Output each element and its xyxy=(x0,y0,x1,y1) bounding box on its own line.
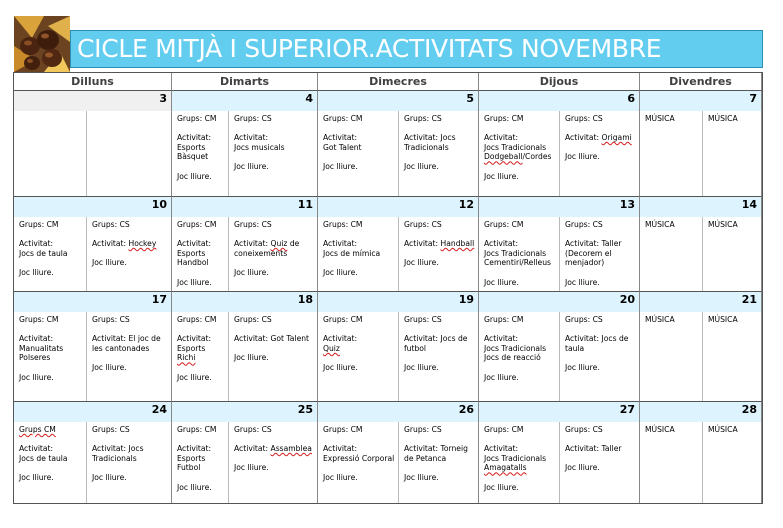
activity-cell-cm: MÚSICA xyxy=(640,312,703,401)
date-number: 6 xyxy=(479,90,640,111)
day-header-divendres: Divendres xyxy=(640,73,762,90)
activity-cell-cs: MÚSICA xyxy=(703,217,762,291)
activity-cell-cm: Grups: CM Activitat: Quiz Joc lliure. xyxy=(318,312,399,401)
activity-cell-cs: Grups: CS Activitat: Torneig de Petanca Joc lliure. xyxy=(399,422,479,503)
activity-cell-cm: Grups: CM Activitat: Jocs Tradicionals Cementiri/Relleus Joc lliure. xyxy=(479,217,560,291)
chestnuts-logo-icon xyxy=(14,16,70,72)
activity-cell-cs: Grups: CS Activitat: Origami Joc lliure. xyxy=(560,111,640,196)
date-number: 12 xyxy=(318,196,479,217)
spellcheck-flag: Handball xyxy=(440,239,475,249)
date-number: 19 xyxy=(318,291,479,312)
spellcheck-flag: Grups CM xyxy=(19,425,56,434)
activity-cell-cs: Grups: CS Activitat: Jocs de futbol Joc lliure. xyxy=(399,312,479,401)
day-header-dimecres: Dimecres xyxy=(318,73,479,90)
spellcheck-flag: Quiz xyxy=(270,239,288,249)
activity-cell-cm: MÚSICA xyxy=(640,422,703,503)
activity-cell-cs: Grups: CS Activitat: Handball Joc lliure. xyxy=(399,217,479,291)
monthly-calendar xyxy=(13,72,763,504)
activity-cell-cs: MÚSICA xyxy=(703,111,762,196)
activity-cell-cm: Grups CM Activitat: Jocs de taula Joc lliure. xyxy=(14,422,87,503)
date-number: 3 xyxy=(14,90,172,111)
date-number: 20 xyxy=(479,291,640,312)
activity-cell-cs: Grups: CS Activitat: Taller Joc lliure. xyxy=(560,422,640,503)
activity-cell-cm: Grups: CM Activitat: Jocs de mímica Joc lliure. xyxy=(318,217,399,291)
activity-cell-cm: Grups: CM Activitat: Esports Handbol Joc lliure. xyxy=(172,217,229,291)
date-number: 13 xyxy=(479,196,640,217)
activity-cell-cs: Grups: CS Activitat: Jocs Tradicionals Joc lliure. xyxy=(87,422,172,503)
activity-cell-cm: Grups: CM Activitat: Esports Futbol Joc lliure. xyxy=(172,422,229,503)
spellcheck-flag: Hockey xyxy=(128,239,157,249)
activity-cell-cs: Grups: CS Activitat: Quiz de coneixements Joc lliure. xyxy=(229,217,318,291)
spellcheck-flag: Assamblea xyxy=(270,444,312,454)
date-number: 21 xyxy=(640,291,762,312)
date-number: 11 xyxy=(172,196,318,217)
date-number: 27 xyxy=(479,401,640,422)
spellcheck-flag: Origami xyxy=(601,133,632,143)
page-title: CICLE MITJÀ I SUPERIOR.ACTIVITATS NOVEMBRE xyxy=(77,34,662,63)
activity-cell-cs: Grups: CS Activitat: Jocs de taula Joc lliure. xyxy=(560,312,640,401)
day-header-dilluns: Dilluns xyxy=(14,73,172,90)
activity-cell-cm: Grups: CM Activitat: Jocs Tradicionals Amagatalls Joc lliure. xyxy=(479,422,560,503)
activity-cell-cs: Grups: CS Activitat: Taller (Decorem el menjador) Joc lliure. xyxy=(560,217,640,291)
date-number: 7 xyxy=(640,90,762,111)
date-number: 4 xyxy=(172,90,318,111)
date-number: 26 xyxy=(318,401,479,422)
activity-cell-cm: Grups: CM Activitat: Jocs Tradicionals Dodgeball/Cordes Joc lliure. xyxy=(479,111,560,196)
date-number: 18 xyxy=(172,291,318,312)
activity-cell-cm: Grups: CM Activitat: Manualitats Polseres Joc lliure. xyxy=(14,312,87,401)
activity-cell-cs xyxy=(87,111,172,196)
spellcheck-flag: Quiz xyxy=(323,343,340,353)
activity-cell-cs: MÚSICA xyxy=(703,312,762,401)
activity-cell-cm: Grups: CM Activitat: Expressió Corporal Joc lliure. xyxy=(318,422,399,503)
date-number: 14 xyxy=(640,196,762,217)
activity-cell-cm: MÚSICA xyxy=(640,217,703,291)
activity-cell-cm: Grups: CM Activitat: Got Talent Joc lliure. xyxy=(318,111,399,196)
activity-cell-cs: Grups: CS Activitat: El joc de les cantonades Joc lliure. xyxy=(87,312,172,401)
activity-cell-cm: Grups: CM Activitat: Jocs de taula Joc lliure. xyxy=(14,217,87,291)
date-number: 25 xyxy=(172,401,318,422)
spellcheck-flag: Richi xyxy=(177,353,196,363)
activity-cell-cm: MÚSICA xyxy=(640,111,703,196)
activity-cell-cs: Grups: CS Activitat: Jocs musicals Joc lliure. xyxy=(229,111,318,196)
activity-cell-cs: Grups: CS Activitat: Hockey Joc lliure. xyxy=(87,217,172,291)
activity-cell-cs: Grups: CS Activitat: Jocs Tradicionals Joc lliure. xyxy=(399,111,479,196)
activity-cell-cm: Grups: CM Activitat: Esports Richi Joc lliure. xyxy=(172,312,229,401)
day-header-dijous: Dijous xyxy=(479,73,640,90)
activity-cell-cm: Grups: CM Activitat: Esports Bàsquet Joc lliure. xyxy=(172,111,229,196)
title-bar xyxy=(70,30,763,68)
activity-cell-cs: Grups: CS Activitat: Got Talent Joc lliure. xyxy=(229,312,318,401)
date-number: 17 xyxy=(14,291,172,312)
spellcheck-flag: Dodgeball xyxy=(484,152,523,162)
date-number: 28 xyxy=(640,401,762,422)
activity-cell-cs: MÚSICA xyxy=(703,422,762,503)
spellcheck-flag: Amagatalls xyxy=(484,463,527,473)
date-number: 5 xyxy=(318,90,479,111)
activity-cell-cs: Grups: CS Activitat: Assamblea Joc lliure. xyxy=(229,422,318,503)
activity-cell-cm: Grups: CM Activitat: Jocs Tradicionals Jocs de reacció Joc lliure. xyxy=(479,312,560,401)
day-header-dimarts: Dimarts xyxy=(172,73,318,90)
activity-cell-cm xyxy=(14,111,87,196)
date-number: 24 xyxy=(14,401,172,422)
date-number: 10 xyxy=(14,196,172,217)
